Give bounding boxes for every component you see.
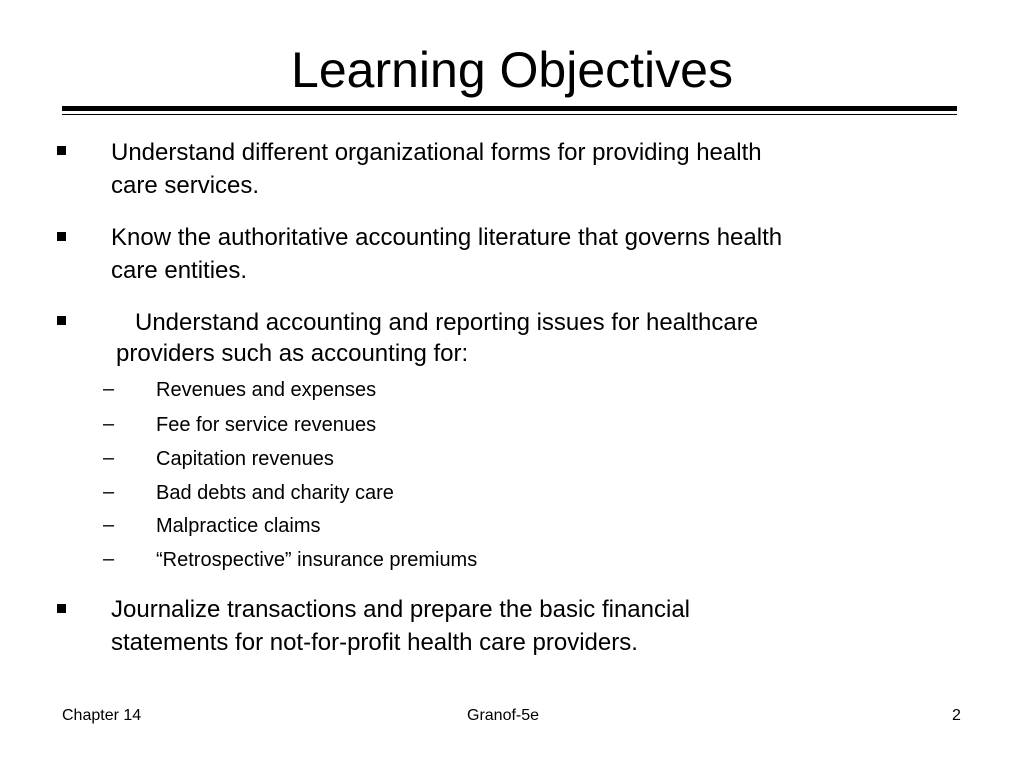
dash-bullet-icon: – (103, 378, 115, 400)
footer-chapter: Chapter 14 (62, 707, 142, 724)
title-underline-thick (62, 106, 957, 111)
sub-item: Bad debts and charity care (156, 482, 394, 504)
objective-4-line-1: Journalize transactions and prepare the basic financial (111, 596, 691, 623)
objective-3-line-2: providers such as accounting for: (116, 340, 469, 367)
square-bullet-icon (57, 316, 66, 325)
dash-bullet-icon: – (103, 447, 115, 469)
footer-source: Granof-5e (467, 707, 540, 724)
sub-item: Revenues and expenses (156, 379, 377, 401)
square-bullet-icon (57, 232, 66, 241)
square-bullet-icon (57, 146, 66, 155)
dash-bullet-icon: – (103, 514, 115, 536)
slide-title: Learning Objectives (291, 42, 733, 98)
objective-1-line-1: Understand different organizational forms for providing health (111, 139, 762, 166)
objective-2-line-2: care entities. (111, 257, 248, 284)
sub-item: Malpractice claims (156, 515, 321, 537)
objective-4-line-2: statements for not-for-profit health care providers. (111, 629, 638, 656)
dash-bullet-icon: – (103, 413, 115, 435)
footer-page-number: 2 (952, 707, 961, 724)
sub-item: Capitation revenues (156, 448, 334, 470)
title-underline-thin (62, 114, 957, 115)
objective-1-line-2: care services. (111, 172, 260, 199)
dash-bullet-icon: – (103, 548, 115, 570)
square-bullet-icon (57, 604, 66, 613)
sub-item: Fee for service revenues (156, 414, 377, 436)
objective-3-line-1: Understand accounting and reporting issues for healthcare (135, 309, 759, 336)
objective-2-line-1: Know the authoritative accounting literature that governs health (111, 224, 783, 251)
sub-item: “Retrospective” insurance premiums (156, 549, 478, 571)
dash-bullet-icon: – (103, 481, 115, 503)
